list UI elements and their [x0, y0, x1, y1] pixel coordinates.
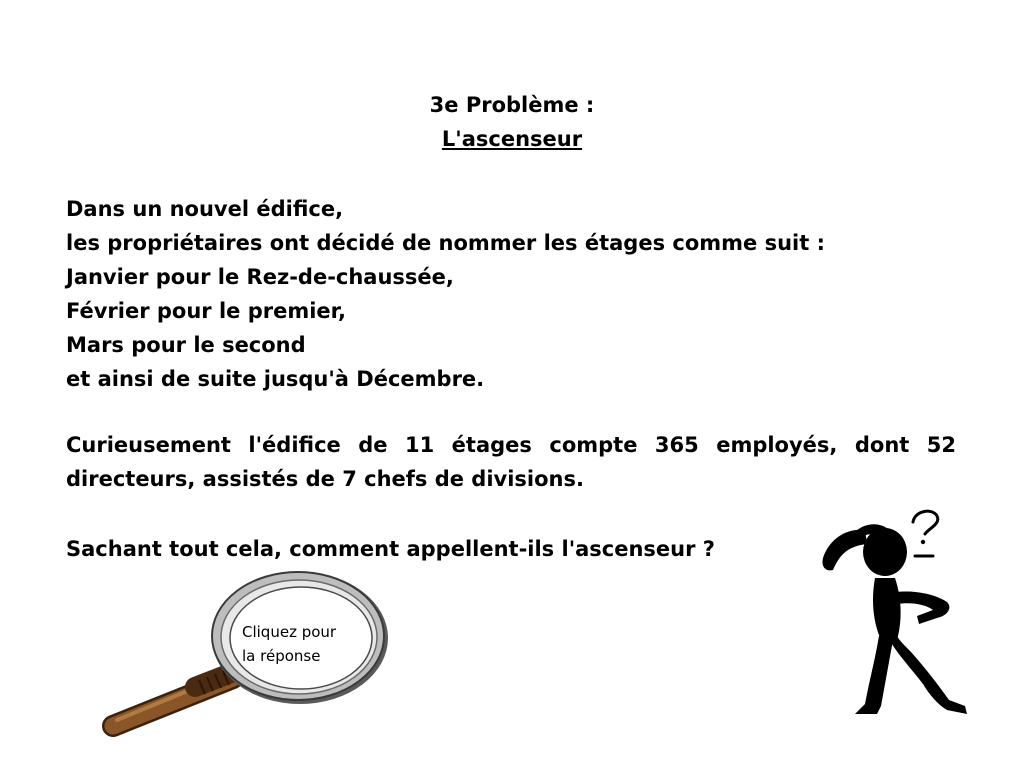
intro-line: Dans un nouvel édifice, — [66, 197, 344, 221]
slide-title-block — [0, 88, 1024, 156]
intro-line: les propriétaires ont décidé de nommer les étages comme suit : — [66, 231, 825, 255]
question-mark-icon — [913, 511, 938, 544]
problem-title: 3e Problème : — [429, 93, 595, 117]
intro-line: Février pour le premier, — [66, 299, 346, 323]
facts-paragraph — [66, 428, 956, 496]
intro-line: Mars pour le second — [66, 333, 306, 357]
answer-button-label[interactable] — [242, 620, 367, 668]
answer-label-line: Cliquez pour — [242, 623, 337, 641]
confused-stick-figure — [815, 500, 985, 725]
answer-magnifier-button[interactable] — [95, 568, 395, 743]
facts-line: Curieusement l'édifice de 11 étages compte 365 employés, dont 52 directeurs, assistés de 7 chefs de divisions. — [66, 433, 956, 491]
confused-stick-figure-icon — [815, 500, 985, 725]
intro-paragraph — [66, 192, 956, 396]
question-line: Sachant tout cela, comment appellent-ils l'ascenseur ? — [66, 537, 715, 561]
intro-line: Janvier pour le Rez-de-chaussée, — [66, 265, 454, 289]
answer-label-line: la réponse — [242, 647, 321, 665]
problem-subtitle: L'ascenseur — [441, 127, 583, 151]
magnifier-handle — [113, 671, 233, 726]
intro-line: et ainsi de suite jusqu'à Décembre. — [66, 367, 485, 391]
